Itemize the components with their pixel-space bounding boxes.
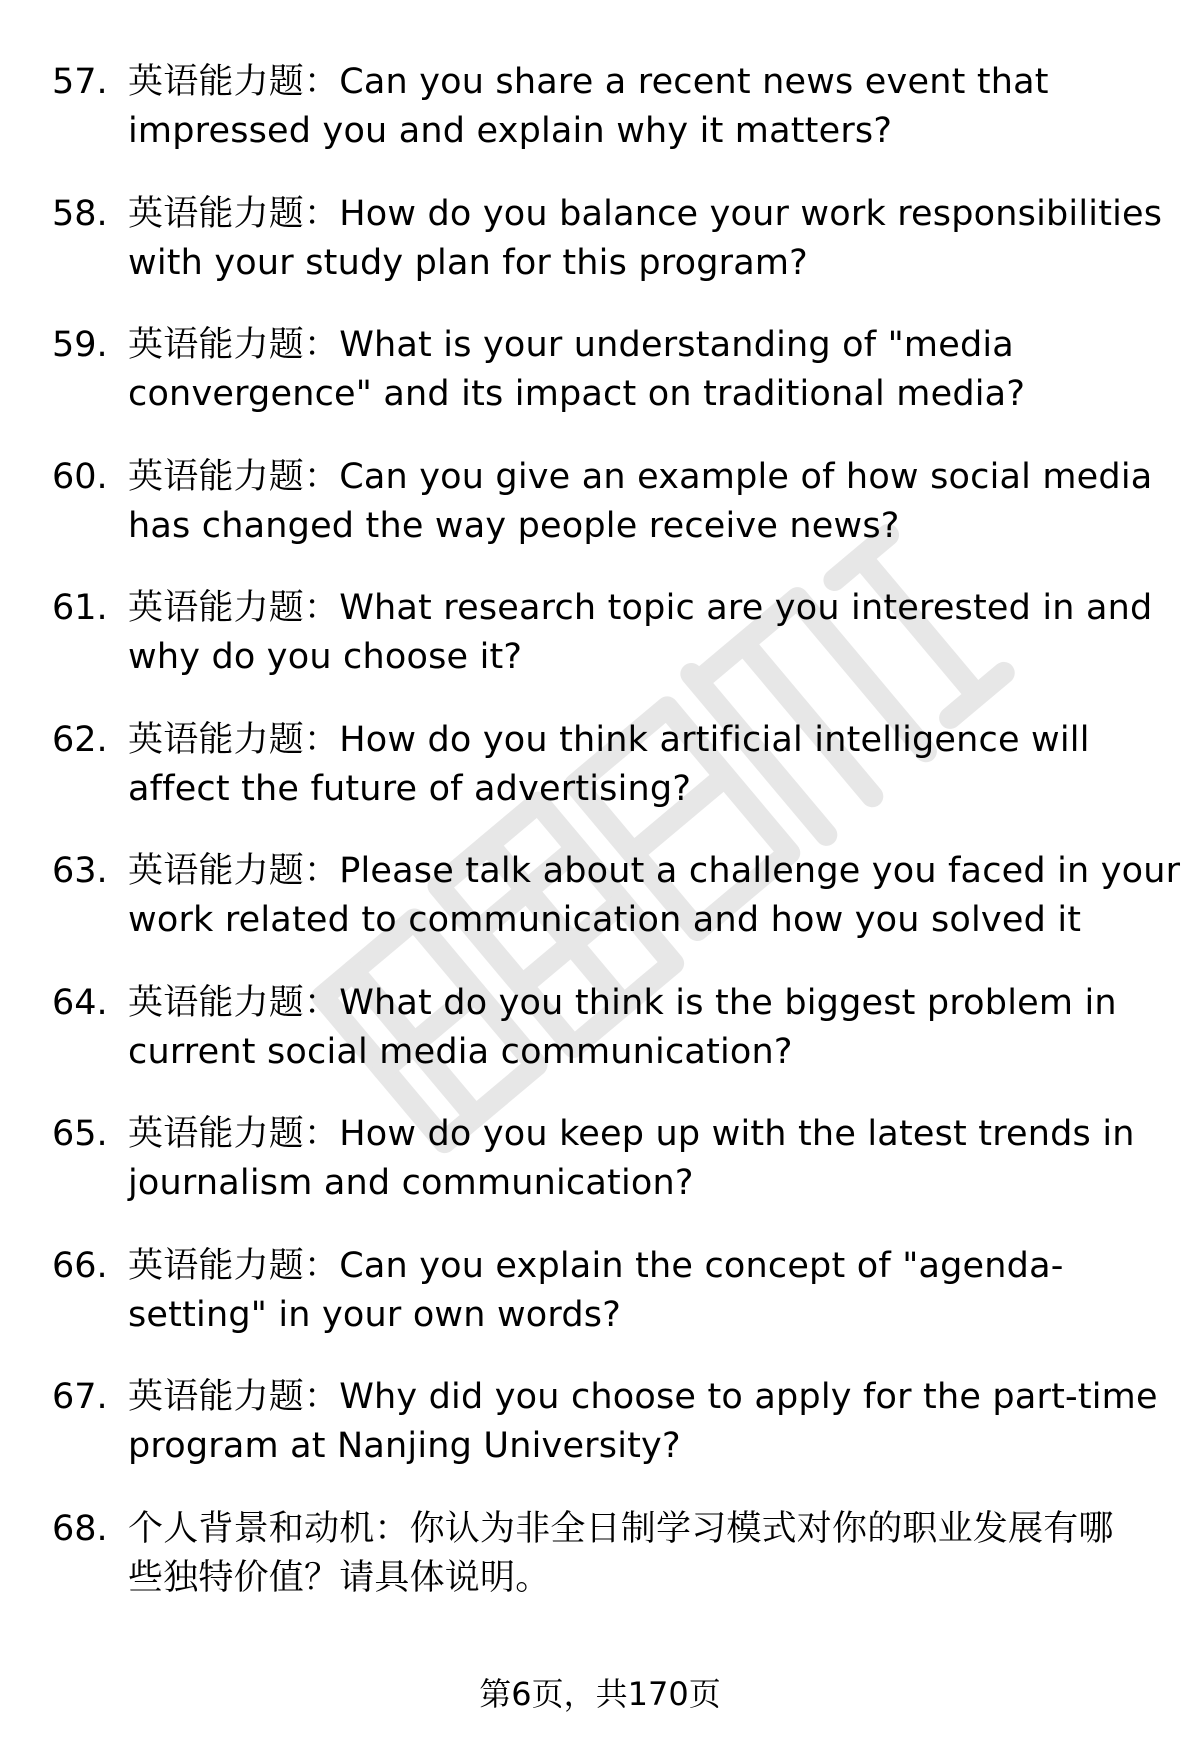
question-number: 67. bbox=[52, 1377, 108, 1417]
question-number: 63. bbox=[52, 851, 108, 891]
question-item bbox=[52, 321, 1162, 453]
question-line: journalism and communication? bbox=[128, 1163, 694, 1203]
question-item bbox=[52, 1110, 1162, 1242]
question-line: 英语能力题：How do you keep up with the latest trends in bbox=[128, 1114, 1135, 1154]
question-line: with your study plan for this program? bbox=[128, 242, 808, 283]
question-line: 英语能力题：How do you think artificial intelligence will bbox=[128, 719, 1090, 760]
question-line: 英语能力题：Why did you choose to apply for the part-time bbox=[128, 1377, 1158, 1417]
question-text bbox=[128, 1505, 1162, 1603]
question-number: 64. bbox=[52, 982, 108, 1023]
question-number: 62. bbox=[52, 719, 108, 760]
question-item bbox=[52, 716, 1162, 848]
question-item bbox=[52, 1373, 1162, 1505]
question-text bbox=[128, 1110, 1162, 1208]
question-line: current social media communication? bbox=[128, 1031, 793, 1072]
question-text bbox=[128, 190, 1162, 288]
question-line: 英语能力题：Please talk about a challenge you faced in your bbox=[128, 851, 1181, 891]
question-item bbox=[52, 847, 1181, 979]
question-item bbox=[52, 190, 1162, 322]
question-line: affect the future of advertising? bbox=[128, 768, 692, 809]
page-footer: 第6页，共170页 bbox=[479, 1675, 721, 1713]
question-line: 英语能力题：Can you explain the concept of "agenda- bbox=[128, 1245, 1064, 1286]
question-text bbox=[128, 453, 1162, 551]
question-number: 68. bbox=[52, 1508, 108, 1549]
question-text bbox=[128, 58, 1162, 156]
question-item bbox=[52, 453, 1162, 585]
question-text bbox=[128, 847, 1180, 945]
question-line: 英语能力题：Can you give an example of how social media bbox=[128, 456, 1153, 497]
question-number: 59. bbox=[52, 325, 108, 365]
question-number: 61. bbox=[52, 588, 108, 628]
question-line: 英语能力题：What is your understanding of "media bbox=[128, 325, 1014, 365]
question-item bbox=[52, 58, 1162, 190]
question-line: 英语能力题：What research topic are you interested in and bbox=[128, 588, 1153, 628]
question-text bbox=[128, 1373, 1162, 1471]
question-line: 英语能力题：How do you balance your work responsibilities bbox=[128, 193, 1163, 234]
question-line: work related to communication and how you solved it bbox=[128, 900, 1082, 940]
question-number: 57. bbox=[52, 62, 108, 102]
question-item bbox=[52, 1505, 1162, 1637]
question-line: 个人背景和动机：你认为非全日制学习模式对你的职业发展有哪 bbox=[128, 1508, 1114, 1549]
question-line: convergence" and its impact on traditional media? bbox=[128, 374, 1026, 414]
question-text bbox=[128, 716, 1162, 814]
question-list bbox=[52, 58, 1181, 1636]
question-text bbox=[128, 1242, 1162, 1340]
question-line: why do you choose it? bbox=[128, 637, 523, 677]
question-item bbox=[52, 979, 1162, 1111]
question-number: 60. bbox=[52, 456, 108, 497]
question-line: 英语能力题：What do you think is the biggest problem in bbox=[128, 982, 1117, 1023]
question-item bbox=[52, 1242, 1162, 1374]
question-text bbox=[128, 321, 1162, 419]
question-text bbox=[128, 584, 1162, 682]
question-number: 66. bbox=[52, 1245, 108, 1286]
question-number: 58. bbox=[52, 193, 108, 234]
question-line: 英语能力题：Can you share a recent news event that bbox=[128, 62, 1049, 102]
question-line: setting" in your own words? bbox=[128, 1294, 622, 1335]
question-line: 些独特价值？请具体说明。 bbox=[128, 1557, 551, 1598]
question-line: program at Nanjing University? bbox=[128, 1426, 681, 1466]
question-item bbox=[52, 584, 1162, 716]
question-text bbox=[128, 979, 1162, 1077]
question-number: 65. bbox=[52, 1114, 108, 1154]
question-line: impressed you and explain why it matters? bbox=[128, 111, 893, 151]
question-line: has changed the way people receive news? bbox=[128, 505, 900, 546]
